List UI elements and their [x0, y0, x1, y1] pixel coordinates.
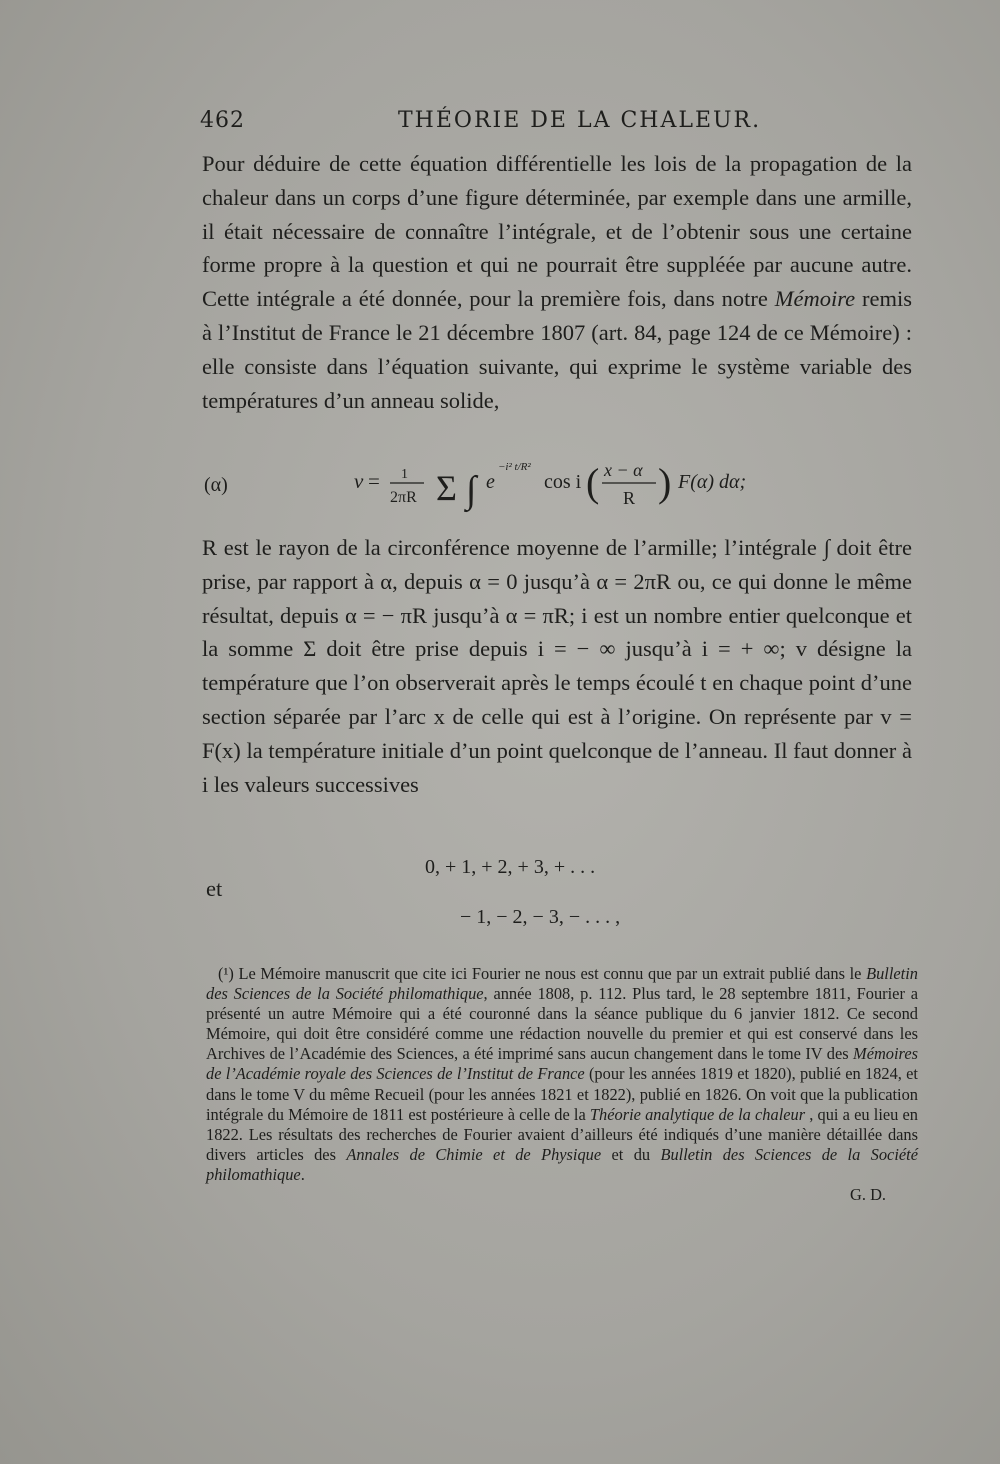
equation-formula — [352, 452, 912, 522]
eq-integral: ∫ — [466, 469, 477, 511]
footnote-italic-3: Théorie analytique de la chaleur — [589, 1104, 806, 1124]
footnote-text-1: (¹) Le Mémoire manuscrit que cite ici Fourier ne nous est connu que par un extrait publié dans le — [218, 964, 867, 983]
footnote-text-5: et du — [601, 1144, 661, 1164]
eq-paren-left: ( — [586, 460, 600, 505]
eq-exp-base: e — [486, 471, 495, 493]
page-number: 462 — [200, 108, 245, 133]
footnote-italic-4: Annales de Chimie et de Physique — [346, 1144, 602, 1164]
footnote-text-3: (pour les années 1819 et 1820), publié en 1824, et dans le tome V du même Recueil (pour les années 1821 et 1822), publié en 1826. On voit que la publication intégrale du Mémoire de 1811 est postérieure à celle de la — [206, 1064, 918, 1124]
sequence-positive: 0, + 1, + 2, + 3, + . . . — [425, 856, 596, 878]
memoire-italic: Mémoire — [774, 286, 856, 312]
eq-arg-num: x − α — [604, 460, 643, 480]
paragraph-intro-part-b: remis à l’Institut de France le 21 décembre 1807 (art. 84, page 124 de ce Mémoire) : elle consiste dans l’équation suivante, qui exprime le système variable des températures d’un anneau solide, — [202, 286, 912, 413]
eq-tail: F(α) dα; — [678, 471, 747, 493]
eq-sum: Σ — [436, 468, 457, 508]
paragraph-intro-part-a: Pour déduire de cette équation différentielle les lois de la propagation de la chaleur dans un corps d’une figure déterminée, par exemple dans une armille, il était nécessaire de connaître l’intégrale, et de l’obtenir sous une certaine forme propre à la question et qui ne pourrait être suppléée par aucune autre. Cette intégrale a été donnée, pour la première fois, dans notre — [202, 151, 912, 312]
paragraph-intro — [202, 147, 912, 417]
eq-arg-den: R — [623, 488, 636, 508]
footnote-text-2: , année 1808, p. 112. Plus tard, le 28 septembre 1811, Fourier a présenté un autre Mémoire qui a été couronné dans la séance publique du 6 janvier 1812. Ce second Mémoire, qui doit être considéré comme une rédaction nouvelle du premier et qui est conservé dans les Archives de l’Académie des Sciences, a été imprimé sans aucun changement dans le tome IV des — [206, 984, 918, 1064]
sequence-negative: − 1, − 2, − 3, − . . . , — [460, 906, 621, 928]
eq-frac-den: 2πR — [390, 489, 417, 506]
footnote-italic-5: Bulletin des Sciences de la Société philomathique — [206, 1144, 918, 1184]
eq-equals: = — [368, 469, 380, 493]
running-title: THÉORIE DE LA CHALEUR. — [398, 108, 762, 133]
paragraph-explanation — [202, 531, 912, 801]
eq-paren-right: ) — [658, 460, 672, 505]
equation-tag: (α) — [204, 474, 228, 496]
sequence-conjunction: et — [206, 876, 223, 901]
footnote-text-6: . — [300, 1164, 305, 1184]
eq-lhs: v — [354, 469, 364, 493]
eq-exp-power: −i² t/R² — [498, 461, 531, 473]
footnote-italic-2: Mémoires de l’Académie royale des Sciences de l’Institut de France — [206, 1044, 918, 1084]
footnote-text-4: , qui a eu lieu en 1822. Les résultats des recherches de Fourier avaient d’ailleurs été indiqués d’une manière détaillée dans divers articles des — [206, 1104, 918, 1164]
eq-cos: cos i — [544, 471, 582, 493]
eq-frac-num: 1 — [401, 467, 408, 482]
footnote-italic-1: Bulletin des Sciences de la Société philomathique — [206, 964, 918, 1004]
paragraph-explanation-text: R est le rayon de la circonférence moyenne de l’armille; l’intégrale ∫ doit être prise, par rapport à α, depuis α = 0 jusqu’à α = 2πR ou, ce qui donne le même résultat, depuis α = − πR jusqu’à α = πR; i est un nombre entier quelconque et la somme Σ doit être prise depuis i = − ∞ jusqu’à i = + ∞; v désigne la température que l’on observerait après le temps écoulé t en chaque point d’une section séparée par l’arc x de celle qui est à l’origine. On représente par v = F(x) la température initiale d’un point quelconque de l’anneau. Il faut donner à i les valeurs successives — [202, 535, 912, 797]
footnote — [206, 964, 918, 1205]
equation-alpha — [202, 452, 912, 522]
page-header — [200, 108, 920, 138]
footnote-signature: G. D. — [850, 1185, 886, 1205]
